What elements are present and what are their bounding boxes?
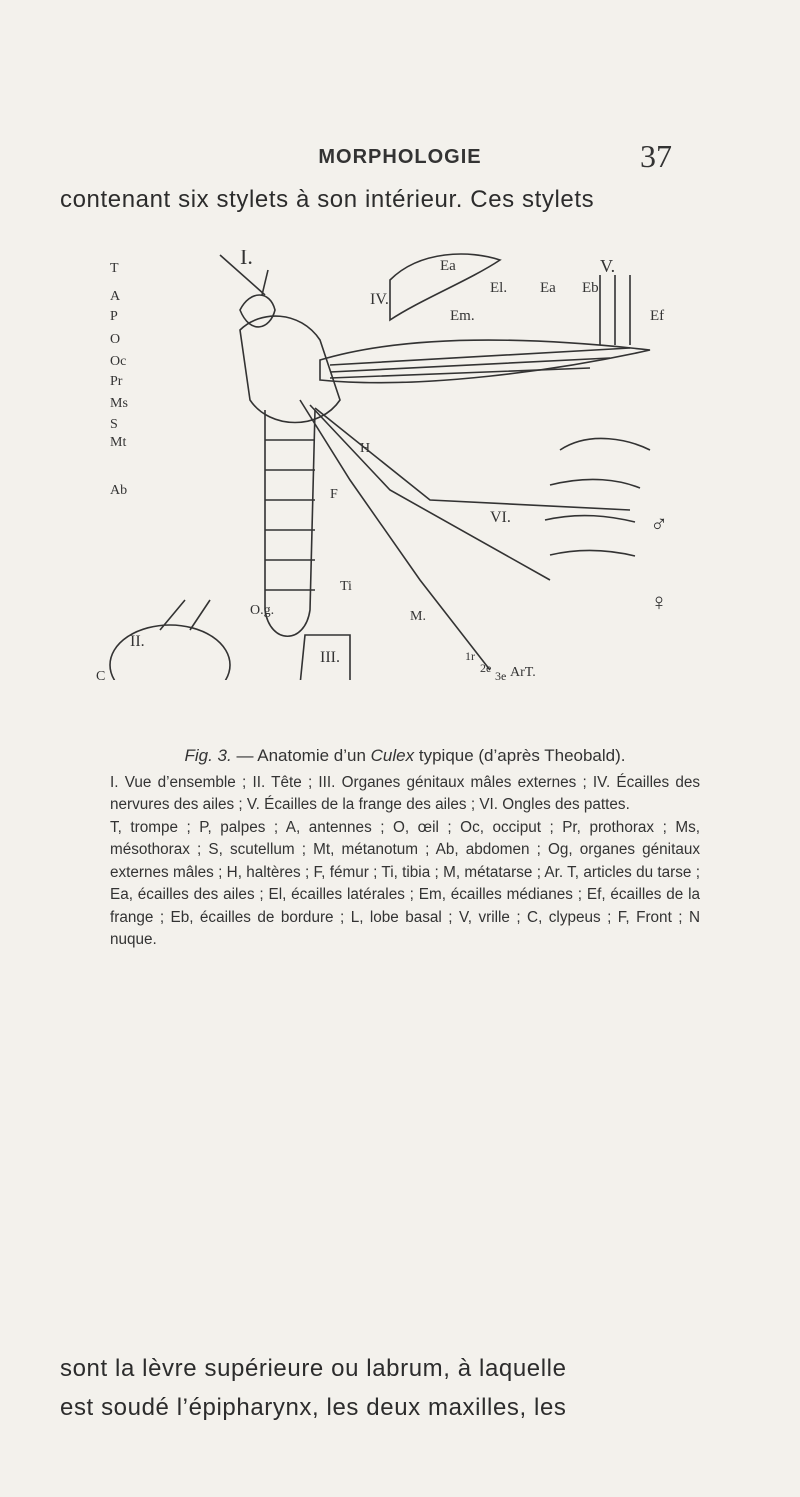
fig-label-ArT: ArT. [510,665,536,680]
fig-label-Eb: Eb [582,280,599,296]
fig-label-female: ♀ [650,590,668,616]
fig-label-Oc: Oc [110,354,127,369]
fig-label-t2: 2e [480,661,492,675]
body-text-line-2: sont la lèvre supérieure ou labrum, à laquelle [60,1355,567,1382]
caption-title-mid: — Anatomie d’un [236,746,366,765]
fig-label-Ti: Ti [340,579,352,594]
abdomen-segments [265,440,315,590]
fig-label-F: F [330,487,338,502]
running-head: MORPHOLOGIE [318,146,482,168]
proboscis-line [262,270,268,295]
fig-label-El: El. [490,280,508,296]
fig-label-IV: IV. [370,291,389,308]
body-text-line-3: est soudé l’épipharynx, les deux maxilles, les [60,1394,567,1421]
fig-label-V: V. [600,256,616,276]
head-outline [240,295,275,327]
body-text-line-1: contenant six stylets à son intérieur. Ces stylets [60,186,595,213]
fig-label-Ef: Ef [650,308,665,324]
wing-scale-v [600,275,630,345]
fig-label-S: S [110,417,118,432]
fig-label-C: C [96,669,106,680]
head-closeup [110,625,230,680]
fig-label-M: M. [410,609,426,624]
thorax-outline [240,316,340,422]
fig-label-I: I. [240,250,253,269]
claws-vi [545,438,650,556]
fig-label-t1: 1r [465,649,475,663]
fig-label-male: ♂ [650,512,668,538]
caption-fig-ref: Fig. 3. [184,746,232,765]
fig-label-Ea: Ea [440,258,456,274]
caption-title [110,745,700,768]
page-number: 37 [640,138,672,174]
fig-label-II: II. [130,633,145,650]
figure-caption [110,745,700,952]
culex-anatomy-illustration [90,250,750,680]
fig-label-t3: 3e [495,669,507,680]
fig-label-III: III. [320,649,340,666]
fig-label-Ea2: Ea [540,280,556,296]
caption-paragraph-2: T, trompe ; P, palpes ; A, antennes ; O, œil ; Oc, occiput ; Pr, prothorax ; Ms, mésothorax ; S, scutellum ; Mt, métanotum ; Ab, abdomen ; Og, organes génitaux externes mâles ; H, haltères ; F, fémur ; Ti, tibia ; M, métatarse ; Ar. T, articles du tarse ; Ea, écailles des ailes ; El, écailles latérales ; Em, écailles médianes ; Ef, écailles de la frange ; Eb, écailles de bordure ; L, lobe basal ; V, vrille ; C, clypeus ; F, Front ; N nuque. [110,818,700,948]
caption-title-end: typique (d’après Theobald). [418,746,626,765]
fig-label-P: P [110,309,118,324]
page-header [0,138,800,178]
leg-1 [300,400,490,670]
leg-3 [315,408,630,510]
fig-label-VI: VI. [490,509,511,526]
caption-genus: Culex [370,746,415,765]
fig-label-Pr: Pr [110,374,123,389]
caption-paragraph-1: I. Vue d’ensemble ; II. Tête ; III. Organes génitaux mâles externes ; IV. Écailles des nervures des ailes ; V. Écailles de la frange des ailes ; VI. Ongles des pattes. [110,773,700,813]
fig-label-A: A [110,289,121,304]
fig-label-Mt: Mt [110,435,127,450]
fig-label-T: T [110,261,119,276]
fig-label-Og: O.g. [250,603,275,618]
fig-label-O: O [110,332,121,347]
fig-label-Em: Em. [450,308,475,324]
fig-label-H: H [360,441,371,456]
leg-2 [310,405,550,580]
fig-label-Ab: Ab [110,483,128,498]
fig-label-Ms: Ms [110,396,128,411]
anatomy-figure [90,250,750,680]
